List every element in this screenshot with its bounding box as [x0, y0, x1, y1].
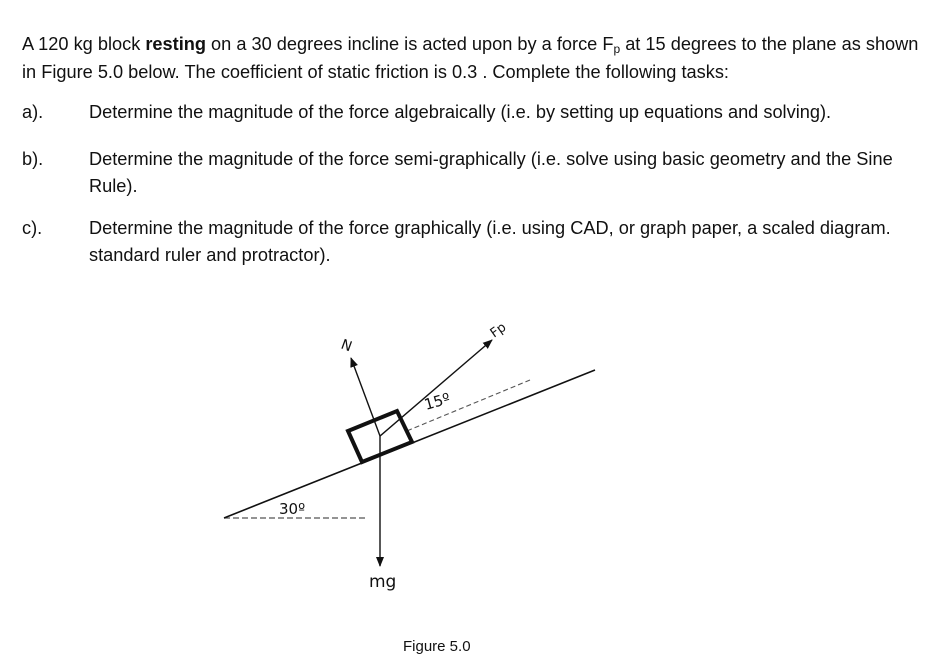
intro-bold-word: resting — [145, 34, 206, 54]
force-subscript: p — [613, 42, 621, 56]
force-angle-label: 15º — [422, 389, 453, 414]
intro-text-3: at 15 degrees to the plane as shown in Figure 5.0 below. The coefficient of static friction is 0.3 . Complete the following tasks: — [22, 34, 919, 82]
incline-angle-label: 30º — [279, 500, 306, 518]
intro-text-2: on a 30 degrees incline is acted upon by a force F — [206, 34, 614, 54]
weight-label: mg — [369, 572, 397, 592]
task-a-text: Determine the magnitude of the force algebraically (i.e. by setting up equations and solving). — [89, 102, 832, 122]
intro-text-1: A 120 kg block — [22, 34, 146, 54]
normal-force-label: N — [339, 334, 355, 354]
applied-force-label: Fp — [487, 319, 510, 342]
task-b-label: b). — [22, 149, 44, 169]
task-b-text: Determine the magnitude of the force semi-graphically (i.e. solve using basic geometry and the Sine Rule). — [89, 149, 893, 196]
figure-caption: Figure 5.0 — [403, 638, 471, 655]
task-c-text: Determine the magnitude of the force graphically (i.e. using CAD, or graph paper, a scaled diagram. standard ruler and protractor). — [89, 218, 891, 265]
task-c-label: c). — [22, 218, 43, 238]
applied-force-arrow — [380, 340, 492, 436]
task-a-label: a). — [22, 102, 44, 122]
